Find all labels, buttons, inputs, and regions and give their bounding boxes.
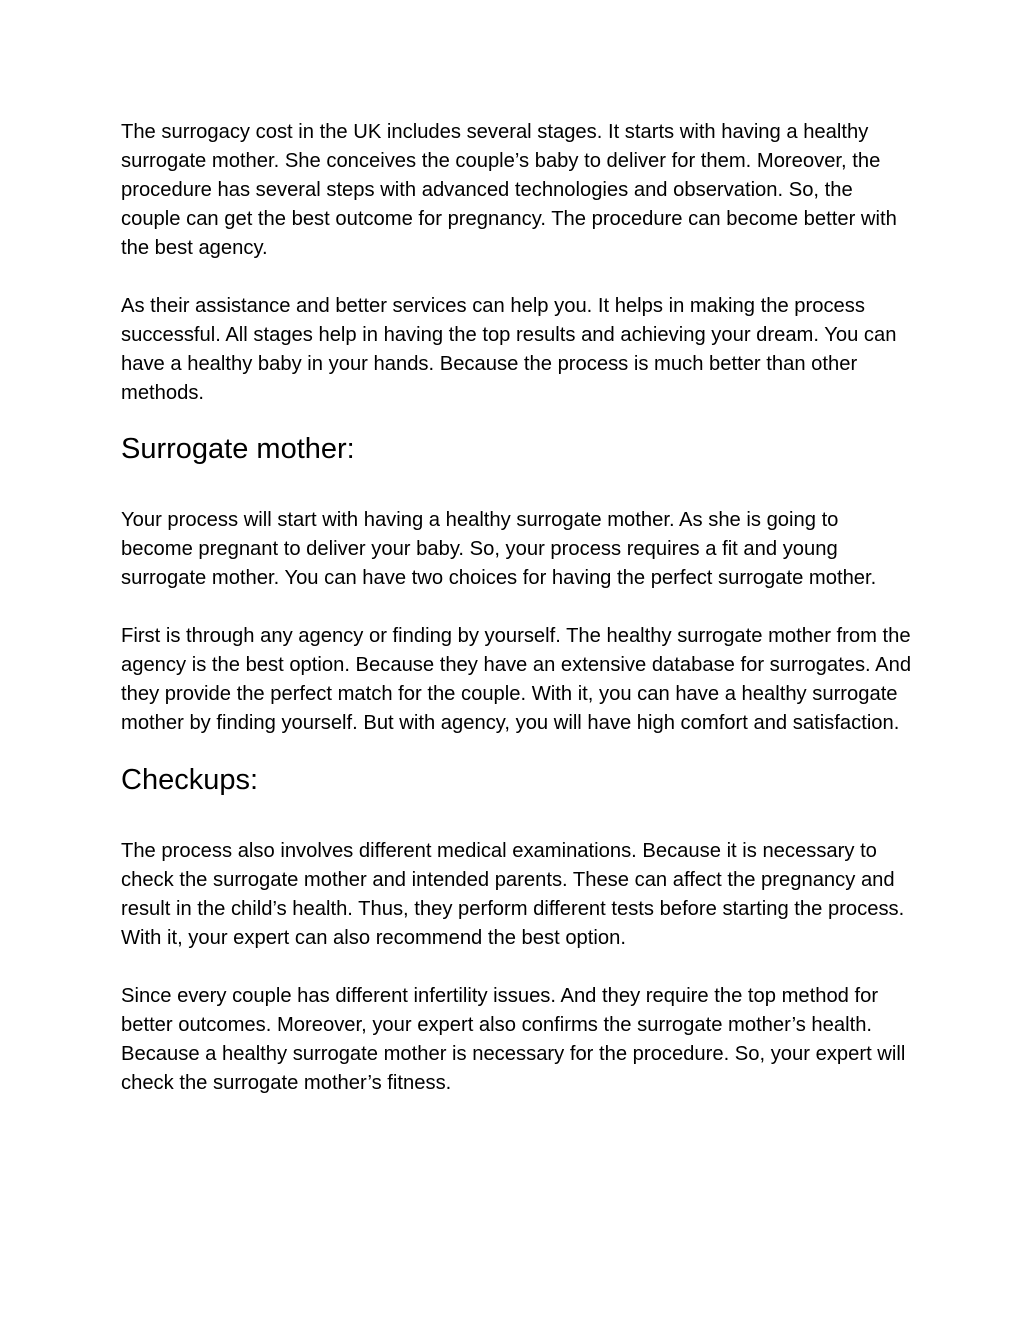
surrogate-mother-paragraph-2: First is through any agency or finding by yourself. The healthy surrogate mother from the agency is the best option. Because they have an extensive database for surrogates. And they provide the perfect match for the couple. With it, you can have a healthy surrogate mother by finding yourself. But with agency, you will have high comfort and satisfaction. <box>121 625 912 734</box>
intro-paragraph-1: The surrogacy cost in the UK includes several stages. It starts with having a healthy surrogate mother. She conceives the couple’s baby to deliver for them. Moreover, the procedure has several steps with advanced technologies and observation. So, the couple can get the best outcome for pregnancy. The procedure can become better with the best agency. <box>121 121 897 259</box>
intro-paragraph-2: As their assistance and better services can help you. It helps in making the process successful. All stages help in having the top results and achieving your dream. You can have a healthy baby in your hands. Because the process is much better than other methods. <box>121 295 897 404</box>
surrogate-mother-paragraph-1: Your process will start with having a healthy surrogate mother. As she is going to become pregnant to deliver your baby. So, your process requires a fit and young surrogate mother. You can have two choices for having the perfect surrogate mother. <box>121 509 877 589</box>
checkups-paragraph-1: The process also involves different medical examinations. Because it is necessary to check the surrogate mother and intended parents. These can affect the pregnancy and result in the child’s health. Thus, they perform different tests before starting the process. With it, your expert can also recommend the best option. <box>121 840 905 949</box>
section-heading-checkups: Checkups: <box>121 764 259 796</box>
checkups-paragraph-2: Since every couple has different infertility issues. And they require the top method for better outcomes. Moreover, your expert also confirms the surrogate mother’s health. Because a healthy surrogate mother is necessary for the procedure. So, your expert will check the surrogate mother’s fitness. <box>121 985 906 1094</box>
section-heading-surrogate-mother: Surrogate mother: <box>121 433 355 465</box>
